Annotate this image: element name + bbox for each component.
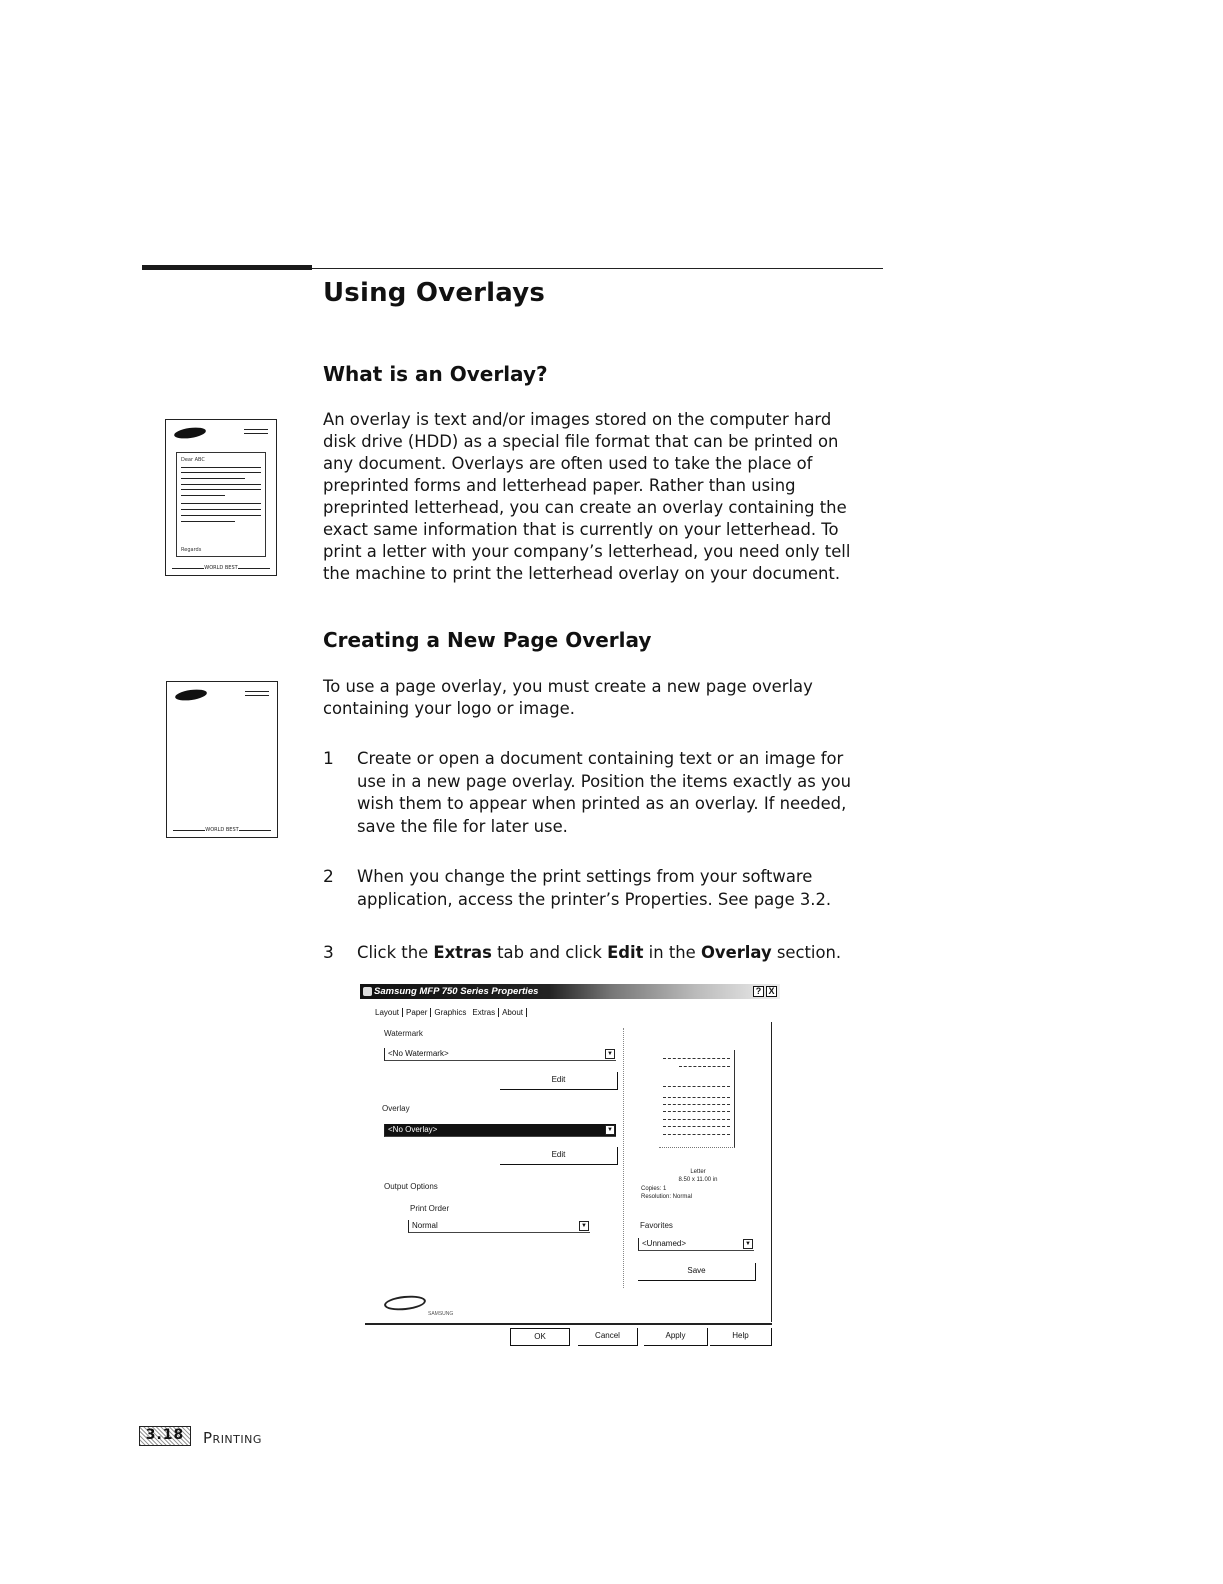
chevron-down-icon[interactable]: ▼: [605, 1049, 615, 1059]
section-label: Printing: [203, 1429, 262, 1447]
cancel-button[interactable]: Cancel: [578, 1328, 638, 1346]
page-number: 3.18: [139, 1426, 191, 1446]
text-line: preprinted letterhead, you can create an overlay containing the: [323, 498, 847, 517]
letter-closing: Regards: [181, 547, 202, 553]
favorites-save-button[interactable]: Save: [638, 1263, 756, 1281]
printer-icon: [363, 987, 372, 996]
text-line: When you change the print settings from your software: [357, 867, 813, 886]
text-line: application, access the printer’s Properties. See page 3.2.: [357, 889, 832, 909]
watermark-label: Watermark: [384, 1029, 423, 1038]
tab-layout[interactable]: Layout: [372, 1008, 403, 1017]
tab-about[interactable]: About: [499, 1008, 527, 1017]
header-lines-icon: [245, 691, 269, 696]
header-rule-bar: [142, 265, 312, 270]
step-1: [323, 748, 883, 840]
text-line: print a letter with your company’s letterhead, you need only tell: [323, 542, 851, 561]
print-order-select[interactable]: [408, 1220, 590, 1233]
samsung-logo-icon: [174, 688, 207, 702]
paper-size-text: 8.50 x 11.00 in: [678, 1177, 718, 1183]
text-line: exact same information that is currently on your letterhead. To: [323, 520, 839, 539]
tab-paper[interactable]: Paper: [403, 1008, 431, 1017]
step-2: [323, 866, 883, 912]
overlay-footer-text: WORLD BEST: [170, 564, 272, 572]
text-line: disk drive (HDD) as a special file format that can be printed on: [323, 432, 839, 451]
blank-overlay-illustration: [166, 681, 278, 838]
copies-text: Copies: 1: [641, 1186, 667, 1192]
tab-extras[interactable]: Extras: [469, 1008, 499, 1017]
chevron-down-icon[interactable]: ▼: [605, 1125, 615, 1135]
tab-graphics[interactable]: Graphics: [434, 1008, 467, 1017]
page-preview: [659, 1050, 735, 1148]
text-line: An overlay is text and/or images stored on the computer hard: [323, 410, 832, 429]
dialog-titlebar[interactable]: [360, 984, 780, 999]
paper-type-text: Letter: [690, 1169, 706, 1175]
print-order-label: Print Order: [410, 1204, 450, 1213]
section-heading-creating-overlay: Creating a New Page Overlay: [323, 628, 652, 652]
dialog-frame-bottom: [365, 1323, 772, 1325]
emphasis-edit: Edit: [607, 943, 644, 962]
header-rule-line: [312, 268, 883, 269]
emphasis-overlay: Overlay: [700, 943, 772, 962]
step-number: 3: [323, 943, 334, 963]
ok-button[interactable]: OK: [510, 1328, 570, 1346]
text: tab and click: [491, 943, 608, 962]
apply-button[interactable]: Apply: [644, 1328, 708, 1346]
overlay-label: Overlay: [382, 1104, 410, 1113]
text-line: Create or open a document containing text or an image for: [357, 749, 844, 768]
overlay-edit-button[interactable]: Edit: [500, 1147, 618, 1165]
close-button[interactable]: X: [766, 986, 777, 997]
creating-overlay-intro: [323, 676, 883, 720]
watermark-value: <No Watermark>: [388, 1049, 449, 1058]
step-text: [357, 942, 887, 965]
emphasis-extras: Extras: [433, 943, 492, 962]
text-line: save the file for later use.: [357, 816, 568, 836]
help-question-button[interactable]: ?: [753, 986, 764, 997]
resolution-text: Resolution: Normal: [641, 1194, 693, 1200]
letter-with-overlay-illustration: [165, 419, 277, 576]
text-line: any document. Overlays are often used to take the place of: [323, 454, 813, 473]
text-line: the machine to print the letterhead overlay on your document.: [323, 564, 841, 583]
dialog-frame-right: [771, 1022, 772, 1322]
watermark-select[interactable]: [384, 1048, 616, 1061]
text-line: preprinted forms and letterhead paper. Rather than using: [323, 476, 796, 495]
text-line: use in a new page overlay. Position the items exactly as you: [357, 771, 852, 791]
step-number: 1: [323, 749, 334, 769]
brand-subtitle: SAMSUNG: [428, 1311, 454, 1317]
printer-properties-dialog: [360, 984, 782, 1360]
letter-greeting: Dear ABC: [181, 457, 205, 463]
page-title: Using Overlays: [323, 278, 546, 308]
step-text: [357, 866, 887, 911]
chevron-down-icon[interactable]: ▼: [579, 1221, 589, 1231]
overlay-definition-paragraph: [323, 409, 883, 585]
letter-body: [176, 452, 266, 557]
print-order-value: Normal: [412, 1221, 438, 1230]
samsung-logo-icon: [173, 426, 206, 440]
overlay-value: <No Overlay>: [388, 1125, 438, 1134]
dialog-title: Samsung MFP 750 Series Properties: [374, 986, 539, 997]
text-line: containing your logo or image.: [323, 699, 575, 718]
text: in the: [643, 943, 701, 962]
watermark-edit-button[interactable]: Edit: [500, 1072, 618, 1090]
panel-separator: [623, 1028, 624, 1288]
step-text: [357, 748, 887, 838]
favorites-select[interactable]: [638, 1238, 754, 1251]
overlay-select[interactable]: [384, 1124, 616, 1137]
text: section.: [771, 943, 842, 962]
text-line: wish them to appear when printed as an overlay. If needed,: [357, 794, 847, 813]
step-3: [323, 942, 883, 966]
text: Click the: [357, 943, 434, 962]
output-options-label: Output Options: [384, 1182, 438, 1191]
step-number: 2: [323, 867, 334, 887]
section-heading-what-is-overlay: What is an Overlay?: [323, 362, 548, 386]
favorites-label: Favorites: [640, 1221, 673, 1230]
samsung-logo-icon: [383, 1294, 426, 1312]
dialog-tabs: [372, 1008, 527, 1017]
overlay-footer-text: WORLD BEST: [171, 826, 273, 834]
text-line: To use a page overlay, you must create a new page overlay: [323, 677, 813, 696]
chevron-down-icon[interactable]: ▼: [743, 1239, 753, 1249]
favorites-value: <Unnamed>: [642, 1239, 687, 1248]
header-lines-icon: [244, 429, 268, 434]
help-button[interactable]: Help: [710, 1328, 772, 1346]
